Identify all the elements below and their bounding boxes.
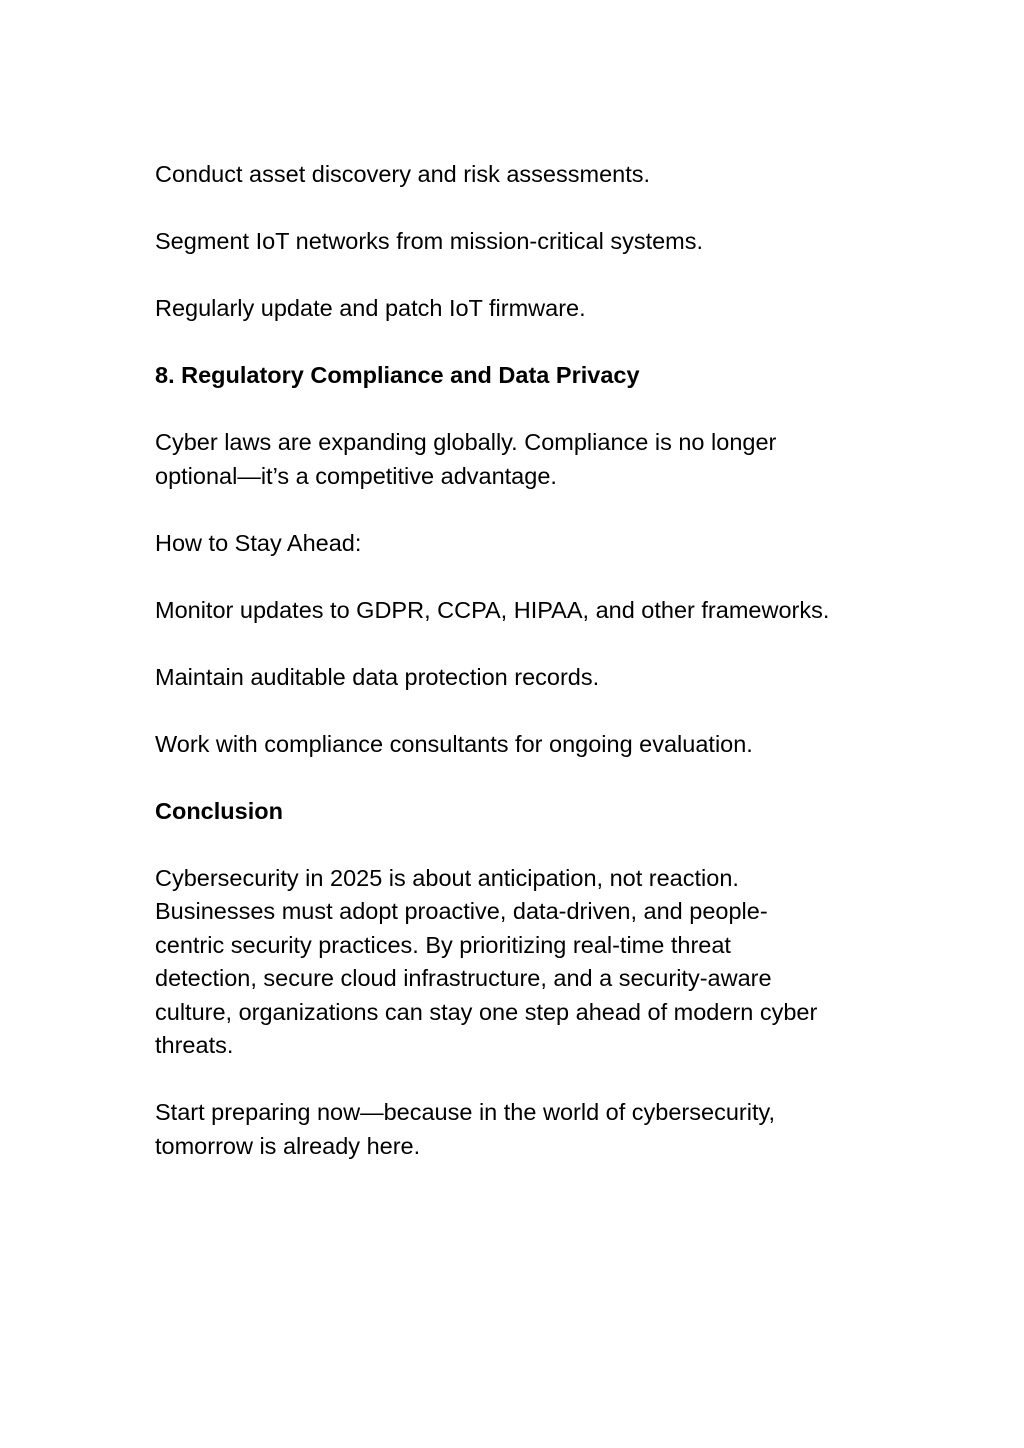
text-line: threats.: [155, 1032, 234, 1058]
text-line: Maintain auditable data protection records.: [155, 663, 600, 690]
text-line: Regularly update and patch IoT firmware.: [155, 295, 586, 321]
heading-text: Conclusion: [155, 797, 283, 824]
text-line: Start preparing now—because in the world of cybersecurity,: [155, 1099, 776, 1125]
text-line: Cybersecurity in 2025 is about anticipation, not reaction.: [155, 864, 739, 891]
document-body: [155, 158, 885, 1197]
paragraph-conclusion-body: [155, 862, 885, 1063]
text-line: Monitor updates to GDPR, CCPA, HIPAA, and other frameworks.: [155, 596, 830, 623]
paragraph-monitor-updates: [155, 594, 885, 628]
text-line: Conduct asset discovery and risk assessments.: [155, 161, 651, 187]
text-line: Work with compliance consultants for ongoing evaluation.: [155, 730, 753, 757]
text-line: Businesses must adopt proactive, data-driven, and people-: [155, 898, 768, 924]
text-line: detection, secure cloud infrastructure, and a security-aware: [155, 965, 772, 991]
text-line: optional—it’s a competitive advantage.: [155, 462, 557, 489]
text-line: Segment IoT networks from mission-critical systems.: [155, 228, 704, 254]
heading-text: 8. Regulatory Compliance and Data Privacy: [155, 362, 640, 388]
paragraph-compliance-consultants: [155, 728, 885, 762]
paragraph-start-preparing: [155, 1096, 885, 1163]
paragraph-update-firmware: [155, 292, 885, 326]
text-line: centric security practices. By prioritizing real-time threat: [155, 931, 731, 958]
paragraph-asset-discovery: [155, 158, 885, 192]
section-heading-regulatory-compliance: [155, 359, 885, 393]
paragraph-how-to-stay-ahead: [155, 527, 885, 561]
paragraph-auditable-records: [155, 661, 885, 695]
text-line: culture, organizations can stay one step ahead of modern cyber: [155, 998, 818, 1025]
section-heading-conclusion: [155, 795, 885, 829]
paragraph-cyber-laws: [155, 426, 885, 493]
paragraph-segment-iot: [155, 225, 885, 259]
text-line: Cyber laws are expanding globally. Compliance is no longer: [155, 429, 777, 455]
text-line: tomorrow is already here.: [155, 1132, 421, 1159]
text-line: How to Stay Ahead:: [155, 529, 362, 556]
